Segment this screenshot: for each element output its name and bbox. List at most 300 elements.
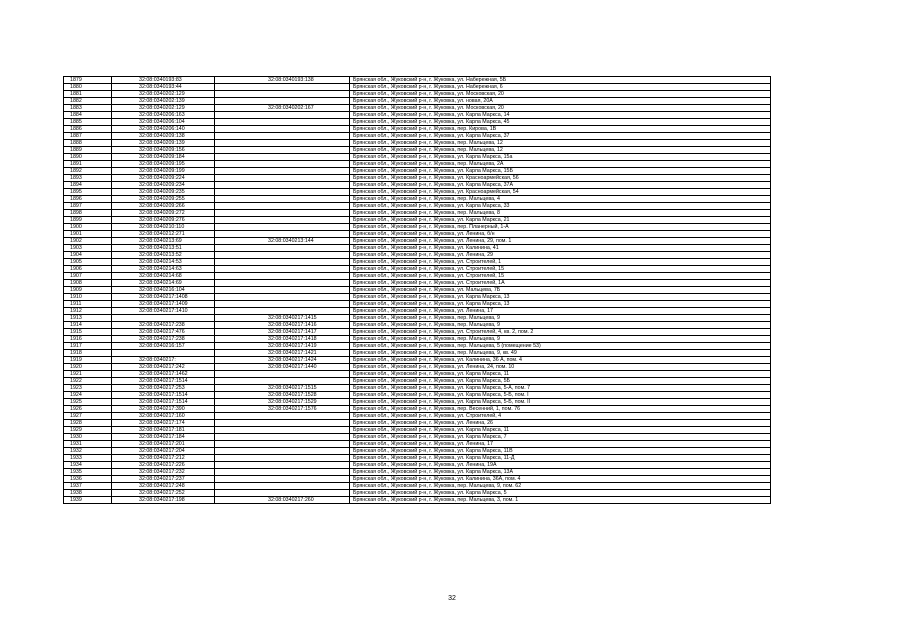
- address-cell: Брянская обл., Жуковский р-н, г. Жуковка, пер. Мальцева, 9, кв. 49: [350, 350, 771, 357]
- row-number-cell: 1919: [64, 357, 112, 364]
- related-cadastral-number-cell: [215, 252, 350, 259]
- related-cadastral-number-cell: [215, 231, 350, 238]
- registry-table-body: [64, 77, 771, 504]
- table-row: [64, 273, 771, 280]
- row-number-cell: 1881: [64, 91, 112, 98]
- address-cell: Брянская обл., Жуковский р-н, г. Жуковка, пер. Мальцева, 2А: [350, 161, 771, 168]
- row-number-cell: 1879: [64, 77, 112, 84]
- table-row: [64, 168, 771, 175]
- address-cell: Брянская обл., Жуковский р-н, г. Жуковка, ул. Карла Маркса, 21: [350, 217, 771, 224]
- address-cell: Брянская обл., Жуковский р-н, г. Жуковка, ул. Ленина, 26: [350, 420, 771, 427]
- address-cell: Брянская обл., Жуковский р-н, г. Жуковка, ул. Строителей, 1А: [350, 280, 771, 287]
- cadastral-number-cell: 32:08:0340217:212: [112, 455, 215, 462]
- row-number-cell: 1883: [64, 105, 112, 112]
- address-cell: Брянская обл., Жуковский р-н, г. Жуковка, ул. Карла Маркса, 11: [350, 371, 771, 378]
- table-row: [64, 322, 771, 329]
- table-row: [64, 329, 771, 336]
- row-number-cell: 1913: [64, 315, 112, 322]
- table-row: [64, 126, 771, 133]
- row-number-cell: 1901: [64, 231, 112, 238]
- table-row: [64, 315, 771, 322]
- cadastral-number-cell: 32:08:0340217:242: [112, 364, 215, 371]
- address-cell: Брянская обл., Жуковский р-н, г. Жуковка, ул. Карла Маркса, 13: [350, 301, 771, 308]
- row-number-cell: 1898: [64, 210, 112, 217]
- cadastral-number-cell: 32:08:0340217:181: [112, 427, 215, 434]
- table-row: [64, 119, 771, 126]
- row-number-cell: 1887: [64, 133, 112, 140]
- related-cadastral-number-cell: 32:08:0340217:1416: [215, 322, 350, 329]
- cadastral-number-cell: 32:08:0340209:272: [112, 210, 215, 217]
- address-cell: Брянская обл., Жуковский р-н, г. Жуковка, ул. Ленина, 19А: [350, 462, 771, 469]
- related-cadastral-number-cell: [215, 287, 350, 294]
- cadastral-number-cell: 32:08:0340209:224: [112, 175, 215, 182]
- related-cadastral-number-cell: [215, 91, 350, 98]
- cadastral-number-cell: 32:08:0340216:104: [112, 287, 215, 294]
- address-cell: Брянская обл., Жуковский р-н, г. Жуковка, ул. Карла Маркса, 15Б: [350, 168, 771, 175]
- related-cadastral-number-cell: [215, 476, 350, 483]
- row-number-cell: 1889: [64, 147, 112, 154]
- address-cell: Брянская обл., Жуковский р-н, г. Жуковка, пер. Мальцева, 3, пом. 1: [350, 497, 771, 504]
- cadastral-number-cell: 32:08:0340217:252: [112, 490, 215, 497]
- related-cadastral-number-cell: [215, 371, 350, 378]
- cadastral-number-cell: 32:08:0340209:139: [112, 140, 215, 147]
- address-cell: Брянская обл., Жуковский р-н, г. Жуковка, ул. Карла Маркса, 13А: [350, 469, 771, 476]
- related-cadastral-number-cell: [215, 462, 350, 469]
- address-cell: Брянская обл., Жуковский р-н, г. Жуковка, пер. Весенний, 1, пом. 76: [350, 406, 771, 413]
- row-number-cell: 1929: [64, 427, 112, 434]
- table-row: [64, 98, 771, 105]
- table-row: [64, 483, 771, 490]
- address-cell: Брянская обл., Жуковский р-н, г. Жуковка, ул. Московская, 20: [350, 91, 771, 98]
- row-number-cell: 1911: [64, 301, 112, 308]
- cadastral-number-cell: 32:08:0340217:1514: [112, 392, 215, 399]
- related-cadastral-number-cell: [215, 259, 350, 266]
- table-row: [64, 266, 771, 273]
- row-number-cell: 1897: [64, 203, 112, 210]
- page-number: 32: [448, 595, 456, 602]
- cadastral-number-cell: 32:08:0340214:53: [112, 259, 215, 266]
- related-cadastral-number-cell: [215, 378, 350, 385]
- related-cadastral-number-cell: 32:08:0340217:1419: [215, 343, 350, 350]
- cadastral-number-cell: 32:08:0340209:138: [112, 133, 215, 140]
- related-cadastral-number-cell: [215, 175, 350, 182]
- table-row: [64, 154, 771, 161]
- related-cadastral-number-cell: 32:08:0340217:1528: [215, 392, 350, 399]
- cadastral-number-cell: 32:08:0340209:255: [112, 196, 215, 203]
- cadastral-number-cell: 32:08:0340217:1410: [112, 308, 215, 315]
- table-row: [64, 406, 771, 413]
- table-row: [64, 399, 771, 406]
- table-row: [64, 245, 771, 252]
- table-row: [64, 196, 771, 203]
- cadastral-number-cell: 32:08:0340216:157: [112, 343, 215, 350]
- table-row: [64, 301, 771, 308]
- row-number-cell: 1916: [64, 336, 112, 343]
- cadastral-number-cell: 32:08:0340213:51: [112, 245, 215, 252]
- related-cadastral-number-cell: [215, 140, 350, 147]
- related-cadastral-number-cell: 32:08:0340217:1576: [215, 406, 350, 413]
- table-row: [64, 434, 771, 441]
- address-cell: Брянская обл., Жуковский р-н, г. Жуковка, ул. Карла Маркса, 5: [350, 490, 771, 497]
- row-number-cell: 1900: [64, 224, 112, 231]
- table-row: [64, 490, 771, 497]
- related-cadastral-number-cell: [215, 217, 350, 224]
- table-row: [64, 497, 771, 504]
- table-row: [64, 336, 771, 343]
- address-cell: Брянская обл., Жуковский р-н, г. Жуковка, ул. Карла Маркса, 11-Д: [350, 455, 771, 462]
- table-row: [64, 217, 771, 224]
- table-row: [64, 441, 771, 448]
- address-cell: Брянская обл., Жуковский р-н, г. Жуковка, ул. Строителей, 1: [350, 259, 771, 266]
- related-cadastral-number-cell: [215, 84, 350, 91]
- address-cell: Брянская обл., Жуковский р-н, г. Жуковка, ул. Карла Маркса, 45: [350, 119, 771, 126]
- address-cell: Брянская обл., Жуковский р-н, г. Жуковка, ул. Карла Маркса, 37: [350, 133, 771, 140]
- cadastral-number-cell: 32:08:0340202:129: [112, 105, 215, 112]
- row-number-cell: 1909: [64, 287, 112, 294]
- cadastral-number-cell: 32:08:0340217:476: [112, 329, 215, 336]
- cadastral-number-cell: 32:08:0340217:1462: [112, 371, 215, 378]
- address-cell: Брянская обл., Жуковский р-н, г. Жуковка, ул. Строителей, 15: [350, 273, 771, 280]
- address-cell: Брянская обл., Жуковский р-н, г. Жуковка, ул. Карла Маркса, 5-А, пом. 7: [350, 385, 771, 392]
- address-cell: Брянская обл., Жуковский р-н, г. Жуковка, пер. Мальцева, 5 (помещение 53): [350, 343, 771, 350]
- cadastral-number-cell: 32:08:0340217:248: [112, 483, 215, 490]
- related-cadastral-number-cell: [215, 196, 350, 203]
- cadastral-number-cell: 32:08:0340202:139: [112, 98, 215, 105]
- related-cadastral-number-cell: 32:08:0340217:1418: [215, 336, 350, 343]
- related-cadastral-number-cell: [215, 448, 350, 455]
- related-cadastral-number-cell: 32:08:0340217:1424: [215, 357, 350, 364]
- cadastral-number-cell: 32:08:0340209:156: [112, 147, 215, 154]
- row-number-cell: 1906: [64, 266, 112, 273]
- table-row: [64, 294, 771, 301]
- row-number-cell: 1928: [64, 420, 112, 427]
- cadastral-number-cell: 32:08:0340217:238: [112, 336, 215, 343]
- related-cadastral-number-cell: 32:08:0340193:138: [215, 77, 350, 84]
- cadastral-number-cell: 32:08:0340217:1409: [112, 301, 215, 308]
- address-cell: Брянская обл., Жуковский р-н, г. Жуковка, ул. Московская, 20: [350, 105, 771, 112]
- related-cadastral-number-cell: 32:08:0340217:1421: [215, 350, 350, 357]
- related-cadastral-number-cell: [215, 126, 350, 133]
- address-cell: Брянская обл., Жуковский р-н, г. Жуковка, ул. Карла Маркса, 15а: [350, 154, 771, 161]
- address-cell: Брянская обл., Жуковский р-н, г. Жуковка, ул. Ленина, 17: [350, 308, 771, 315]
- related-cadastral-number-cell: [215, 182, 350, 189]
- cadastral-number-cell: 32:08:0340217:1514: [112, 378, 215, 385]
- address-cell: Брянская обл., Жуковский р-н, г. Жуковка, ул. Красноармейская, 56: [350, 175, 771, 182]
- table-row: [64, 357, 771, 364]
- cadastral-number-cell: 32:08:0340217:201: [112, 441, 215, 448]
- address-cell: Брянская обл., Жуковский р-н, г. Жуковка, ул. Калинина, 41: [350, 245, 771, 252]
- cadastral-number-cell: 32:08:0340214:69: [112, 280, 215, 287]
- cadastral-number-cell: 32:08:0340209:184: [112, 154, 215, 161]
- row-number-cell: 1912: [64, 308, 112, 315]
- table-row: [64, 427, 771, 434]
- row-number-cell: 1932: [64, 448, 112, 455]
- address-cell: Брянская обл., Жуковский р-н, г. Жуковка, ул. Карла Маркса, 5Б: [350, 378, 771, 385]
- row-number-cell: 1923: [64, 385, 112, 392]
- row-number-cell: 1896: [64, 196, 112, 203]
- cadastral-number-cell: 32:08:0340214:68: [112, 273, 215, 280]
- table-row: [64, 175, 771, 182]
- address-cell: Брянская обл., Жуковский р-н, г. Жуковка, ул. Карла Маркса, 33: [350, 203, 771, 210]
- address-cell: Брянская обл., Жуковский р-н, г. Жуковка, ул. Красноармейская, 54: [350, 189, 771, 196]
- address-cell: Брянская обл., Жуковский р-н, г. Жуковка, пер. Мальцева, 9: [350, 315, 771, 322]
- address-cell: Брянская обл., Жуковский р-н, г. Жуковка, ул. Ленина, 29: [350, 252, 771, 259]
- row-number-cell: 1926: [64, 406, 112, 413]
- registry-table: [63, 76, 771, 504]
- cadastral-number-cell: 32:08:0340202:129: [112, 91, 215, 98]
- related-cadastral-number-cell: 32:08:0340217:260: [215, 497, 350, 504]
- related-cadastral-number-cell: [215, 308, 350, 315]
- table-row: [64, 462, 771, 469]
- table-row: [64, 259, 771, 266]
- table-row: [64, 77, 771, 84]
- address-cell: Брянская обл., Жуковский р-н, г. Жуковка, пер. Мальцева, 4: [350, 196, 771, 203]
- table-row: [64, 385, 771, 392]
- row-number-cell: 1892: [64, 168, 112, 175]
- table-row: [64, 378, 771, 385]
- table-row: [64, 161, 771, 168]
- address-cell: Брянская обл., Жуковский р-н, г. Жуковка, ул. Карла Маркса, 13: [350, 294, 771, 301]
- address-cell: Брянская обл., Жуковский р-н, г. Жуковка, ул. Карла Маркса, 14: [350, 112, 771, 119]
- table-row: [64, 287, 771, 294]
- related-cadastral-number-cell: 32:08:0340217:1415: [215, 315, 350, 322]
- related-cadastral-number-cell: 32:08:0340217:1417: [215, 329, 350, 336]
- table-row: [64, 448, 771, 455]
- related-cadastral-number-cell: [215, 266, 350, 273]
- related-cadastral-number-cell: 32:08:0340217:1529: [215, 399, 350, 406]
- related-cadastral-number-cell: 32:08:0340202:167: [215, 105, 350, 112]
- row-number-cell: 1895: [64, 189, 112, 196]
- cadastral-number-cell: 32:08:0340217:238: [112, 322, 215, 329]
- table-row: [64, 343, 771, 350]
- cadastral-number-cell: 32:08:0340217:184: [112, 434, 215, 441]
- table-row: [64, 455, 771, 462]
- table-row: [64, 252, 771, 259]
- row-number-cell: 1918: [64, 350, 112, 357]
- table-row: [64, 189, 771, 196]
- row-number-cell: 1910: [64, 294, 112, 301]
- related-cadastral-number-cell: [215, 224, 350, 231]
- cadastral-number-cell: 32:08:0340217:1408: [112, 294, 215, 301]
- related-cadastral-number-cell: [215, 189, 350, 196]
- address-cell: Брянская обл., Жуковский р-н, г. Жуковка, ул. Строителей, 15: [350, 266, 771, 273]
- cadastral-number-cell: 32:08:0340209:234: [112, 182, 215, 189]
- related-cadastral-number-cell: [215, 203, 350, 210]
- address-cell: Брянская обл., Жуковский р-н, г. Жуковка, пер. Мальцева, 8: [350, 210, 771, 217]
- row-number-cell: 1922: [64, 378, 112, 385]
- related-cadastral-number-cell: [215, 469, 350, 476]
- cadastral-number-cell: 32:08:0340217:198: [112, 497, 215, 504]
- row-number-cell: 1920: [64, 364, 112, 371]
- related-cadastral-number-cell: [215, 147, 350, 154]
- address-cell: Брянская обл., Жуковский р-н, г. Жуковка, пер. Планерный, 1-А: [350, 224, 771, 231]
- related-cadastral-number-cell: [215, 301, 350, 308]
- cadastral-number-cell: 32:08:0340209:195: [112, 161, 215, 168]
- row-number-cell: 1930: [64, 434, 112, 441]
- row-number-cell: 1908: [64, 280, 112, 287]
- related-cadastral-number-cell: [215, 133, 350, 140]
- related-cadastral-number-cell: [215, 210, 350, 217]
- cadastral-number-cell: 32:08:0340213:52: [112, 252, 215, 259]
- related-cadastral-number-cell: [215, 455, 350, 462]
- address-cell: Брянская обл., Жуковский р-н, г. Жуковка, ул. Карла Маркса, 37А: [350, 182, 771, 189]
- table-row: [64, 84, 771, 91]
- related-cadastral-number-cell: 32:08:0340217:1515: [215, 385, 350, 392]
- row-number-cell: 1904: [64, 252, 112, 259]
- table-row: [64, 364, 771, 371]
- cadastral-number-cell: 32:08:0340209:199: [112, 168, 215, 175]
- row-number-cell: 1885: [64, 119, 112, 126]
- related-cadastral-number-cell: [215, 490, 350, 497]
- row-number-cell: 1894: [64, 182, 112, 189]
- address-cell: Брянская обл., Жуковский р-н, г. Жуковка, ул. Карла Маркса, 11В: [350, 448, 771, 455]
- cadastral-number-cell: 32:08:0340206:163: [112, 112, 215, 119]
- address-cell: Брянская обл., Жуковский р-н, г. Жуковка, ул. новая, 20А: [350, 98, 771, 105]
- table-row: [64, 140, 771, 147]
- row-number-cell: 1891: [64, 161, 112, 168]
- address-cell: Брянская обл., Жуковский р-н, г. Жуковка, ул. Строителей, 4, кв. 2, пом. 2: [350, 329, 771, 336]
- address-cell: Брянская обл., Жуковский р-н, г. Жуковка, ул. Карла Маркса, 7: [350, 434, 771, 441]
- row-number-cell: 1924: [64, 392, 112, 399]
- related-cadastral-number-cell: [215, 427, 350, 434]
- table-row: [64, 210, 771, 217]
- table-row: [64, 182, 771, 189]
- address-cell: Брянская обл., Жуковский р-н, г. Жуковка, ул. Набережная, 5Б: [350, 77, 771, 84]
- address-cell: Брянская обл., Жуковский р-н, г. Жуковка, пер. Мальцева, 9, пом. 62: [350, 483, 771, 490]
- related-cadastral-number-cell: [215, 168, 350, 175]
- row-number-cell: 1936: [64, 476, 112, 483]
- row-number-cell: 1899: [64, 217, 112, 224]
- table-row: [64, 420, 771, 427]
- row-number-cell: 1925: [64, 399, 112, 406]
- cadastral-number-cell: 32:08:0340217:237: [112, 476, 215, 483]
- address-cell: Брянская обл., Жуковский р-н, г. Жуковка, ул. Ленина, 29, пом. 1: [350, 238, 771, 245]
- address-cell: Брянская обл., Жуковский р-н, г. Жуковка, ул. Ленина, 17: [350, 441, 771, 448]
- address-cell: Брянская обл., Жуковский р-н, г. Жуковка, пер. Мальцева, 9: [350, 322, 771, 329]
- address-cell: Брянская обл., Жуковский р-н, г. Жуковка, ул. Карла Маркса, 5-Б, пом. I: [350, 392, 771, 399]
- table-row: [64, 231, 771, 238]
- table-row: [64, 224, 771, 231]
- row-number-cell: 1934: [64, 462, 112, 469]
- related-cadastral-number-cell: [215, 161, 350, 168]
- row-number-cell: 1931: [64, 441, 112, 448]
- address-cell: Брянская обл., Жуковский р-н, г. Жуковка, пер. Мальцева, 12: [350, 140, 771, 147]
- cadastral-number-cell: 32:08:0340217:204: [112, 448, 215, 455]
- row-number-cell: 1914: [64, 322, 112, 329]
- row-number-cell: 1937: [64, 483, 112, 490]
- row-number-cell: 1927: [64, 413, 112, 420]
- cadastral-number-cell: 32:08:0340214:63: [112, 266, 215, 273]
- row-number-cell: 1938: [64, 490, 112, 497]
- cadastral-number-cell: 32:08:0340217:: [112, 357, 215, 364]
- cadastral-number-cell: 32:08:0340209:266: [112, 203, 215, 210]
- related-cadastral-number-cell: [215, 294, 350, 301]
- related-cadastral-number-cell: [215, 483, 350, 490]
- row-number-cell: 1921: [64, 371, 112, 378]
- related-cadastral-number-cell: [215, 280, 350, 287]
- cadastral-number-cell: 32:08:0340217:390: [112, 406, 215, 413]
- table-row: [64, 147, 771, 154]
- row-number-cell: 1903: [64, 245, 112, 252]
- related-cadastral-number-cell: [215, 245, 350, 252]
- table-row: [64, 280, 771, 287]
- table-row: [64, 112, 771, 119]
- cadastral-number-cell: 32:08:0340210:110: [112, 224, 215, 231]
- cadastral-number-cell: 32:08:0340217:232: [112, 469, 215, 476]
- address-cell: Брянская обл., Жуковский р-н, г. Жуковка, ул. Ленина, 24, пом. 10: [350, 364, 771, 371]
- address-cell: Брянская обл., Жуковский р-н, г. Жуковка, ул. Мальцева, 7Б: [350, 287, 771, 294]
- row-number-cell: 1893: [64, 175, 112, 182]
- cadastral-number-cell: 32:08:0340209:235: [112, 189, 215, 196]
- address-cell: Брянская обл., Жуковский р-н, г. Жуковка, ул. Набережная, 6: [350, 84, 771, 91]
- row-number-cell: 1917: [64, 343, 112, 350]
- address-cell: Брянская обл., Жуковский р-н, г. Жуковка, ул. Строителей, 4: [350, 413, 771, 420]
- related-cadastral-number-cell: [215, 420, 350, 427]
- table-row: [64, 469, 771, 476]
- table-row: [64, 238, 771, 245]
- row-number-cell: 1888: [64, 140, 112, 147]
- related-cadastral-number-cell: [215, 413, 350, 420]
- table-row: [64, 105, 771, 112]
- related-cadastral-number-cell: 32:08:0340217:1440: [215, 364, 350, 371]
- cadastral-number-cell: 32:08:0340217:253: [112, 385, 215, 392]
- table-row: [64, 392, 771, 399]
- cadastral-number-cell: [112, 315, 215, 322]
- row-number-cell: 1880: [64, 84, 112, 91]
- table-row: [64, 203, 771, 210]
- table-row: [64, 350, 771, 357]
- cadastral-number-cell: 32:08:0340209:276: [112, 217, 215, 224]
- related-cadastral-number-cell: [215, 154, 350, 161]
- row-number-cell: 1907: [64, 273, 112, 280]
- row-number-cell: 1886: [64, 126, 112, 133]
- cadastral-number-cell: 32:08:0340212:271: [112, 231, 215, 238]
- row-number-cell: 1915: [64, 329, 112, 336]
- address-cell: Брянская обл., Жуковский р-н, г. Жуковка, ул. Калинина, 36 А, пом. 4: [350, 357, 771, 364]
- address-cell: Брянская обл., Жуковский р-н, г. Жуковка, ул. Калинина, 36А, пом. 4: [350, 476, 771, 483]
- row-number-cell: 1902: [64, 238, 112, 245]
- row-number-cell: 1890: [64, 154, 112, 161]
- row-number-cell: 1939: [64, 497, 112, 504]
- table-row: [64, 91, 771, 98]
- related-cadastral-number-cell: [215, 119, 350, 126]
- address-cell: Брянская обл., Жуковский р-н, г. Жуковка, пер. Кирова, 1В: [350, 126, 771, 133]
- table-row: [64, 413, 771, 420]
- cadastral-number-cell: 32:08:0340217:174: [112, 420, 215, 427]
- cadastral-number-cell: 32:08:0340217:160: [112, 413, 215, 420]
- table-row: [64, 476, 771, 483]
- cadastral-number-cell: 32:08:0340193:83: [112, 77, 215, 84]
- row-number-cell: 1884: [64, 112, 112, 119]
- cadastral-number-cell: 32:08:0340206:140: [112, 126, 215, 133]
- related-cadastral-number-cell: 32:08:0340213:144: [215, 238, 350, 245]
- row-number-cell: 1905: [64, 259, 112, 266]
- address-cell: Брянская обл., Жуковский р-н, г. Жуковка, ул. Карла Маркса, 11: [350, 427, 771, 434]
- row-number-cell: 1935: [64, 469, 112, 476]
- address-cell: Брянская обл., Жуковский р-н, г. Жуковка, пер. Мальцева, 9: [350, 336, 771, 343]
- address-cell: Брянская обл., Жуковский р-н, г. Жуковка, пер. Мальцева, 12: [350, 147, 771, 154]
- cadastral-number-cell: 32:08:0340193:44: [112, 84, 215, 91]
- address-cell: Брянская обл., Жуковский р-н, г. Жуковка, ул. Карла Маркса, 5-Б, пом. II: [350, 399, 771, 406]
- cadastral-number-cell: 32:08:0340206:104: [112, 119, 215, 126]
- table-row: [64, 371, 771, 378]
- table-row: [64, 133, 771, 140]
- related-cadastral-number-cell: [215, 112, 350, 119]
- related-cadastral-number-cell: [215, 434, 350, 441]
- cadastral-number-cell: 32:08:0340217:1514: [112, 399, 215, 406]
- row-number-cell: 1882: [64, 98, 112, 105]
- related-cadastral-number-cell: [215, 98, 350, 105]
